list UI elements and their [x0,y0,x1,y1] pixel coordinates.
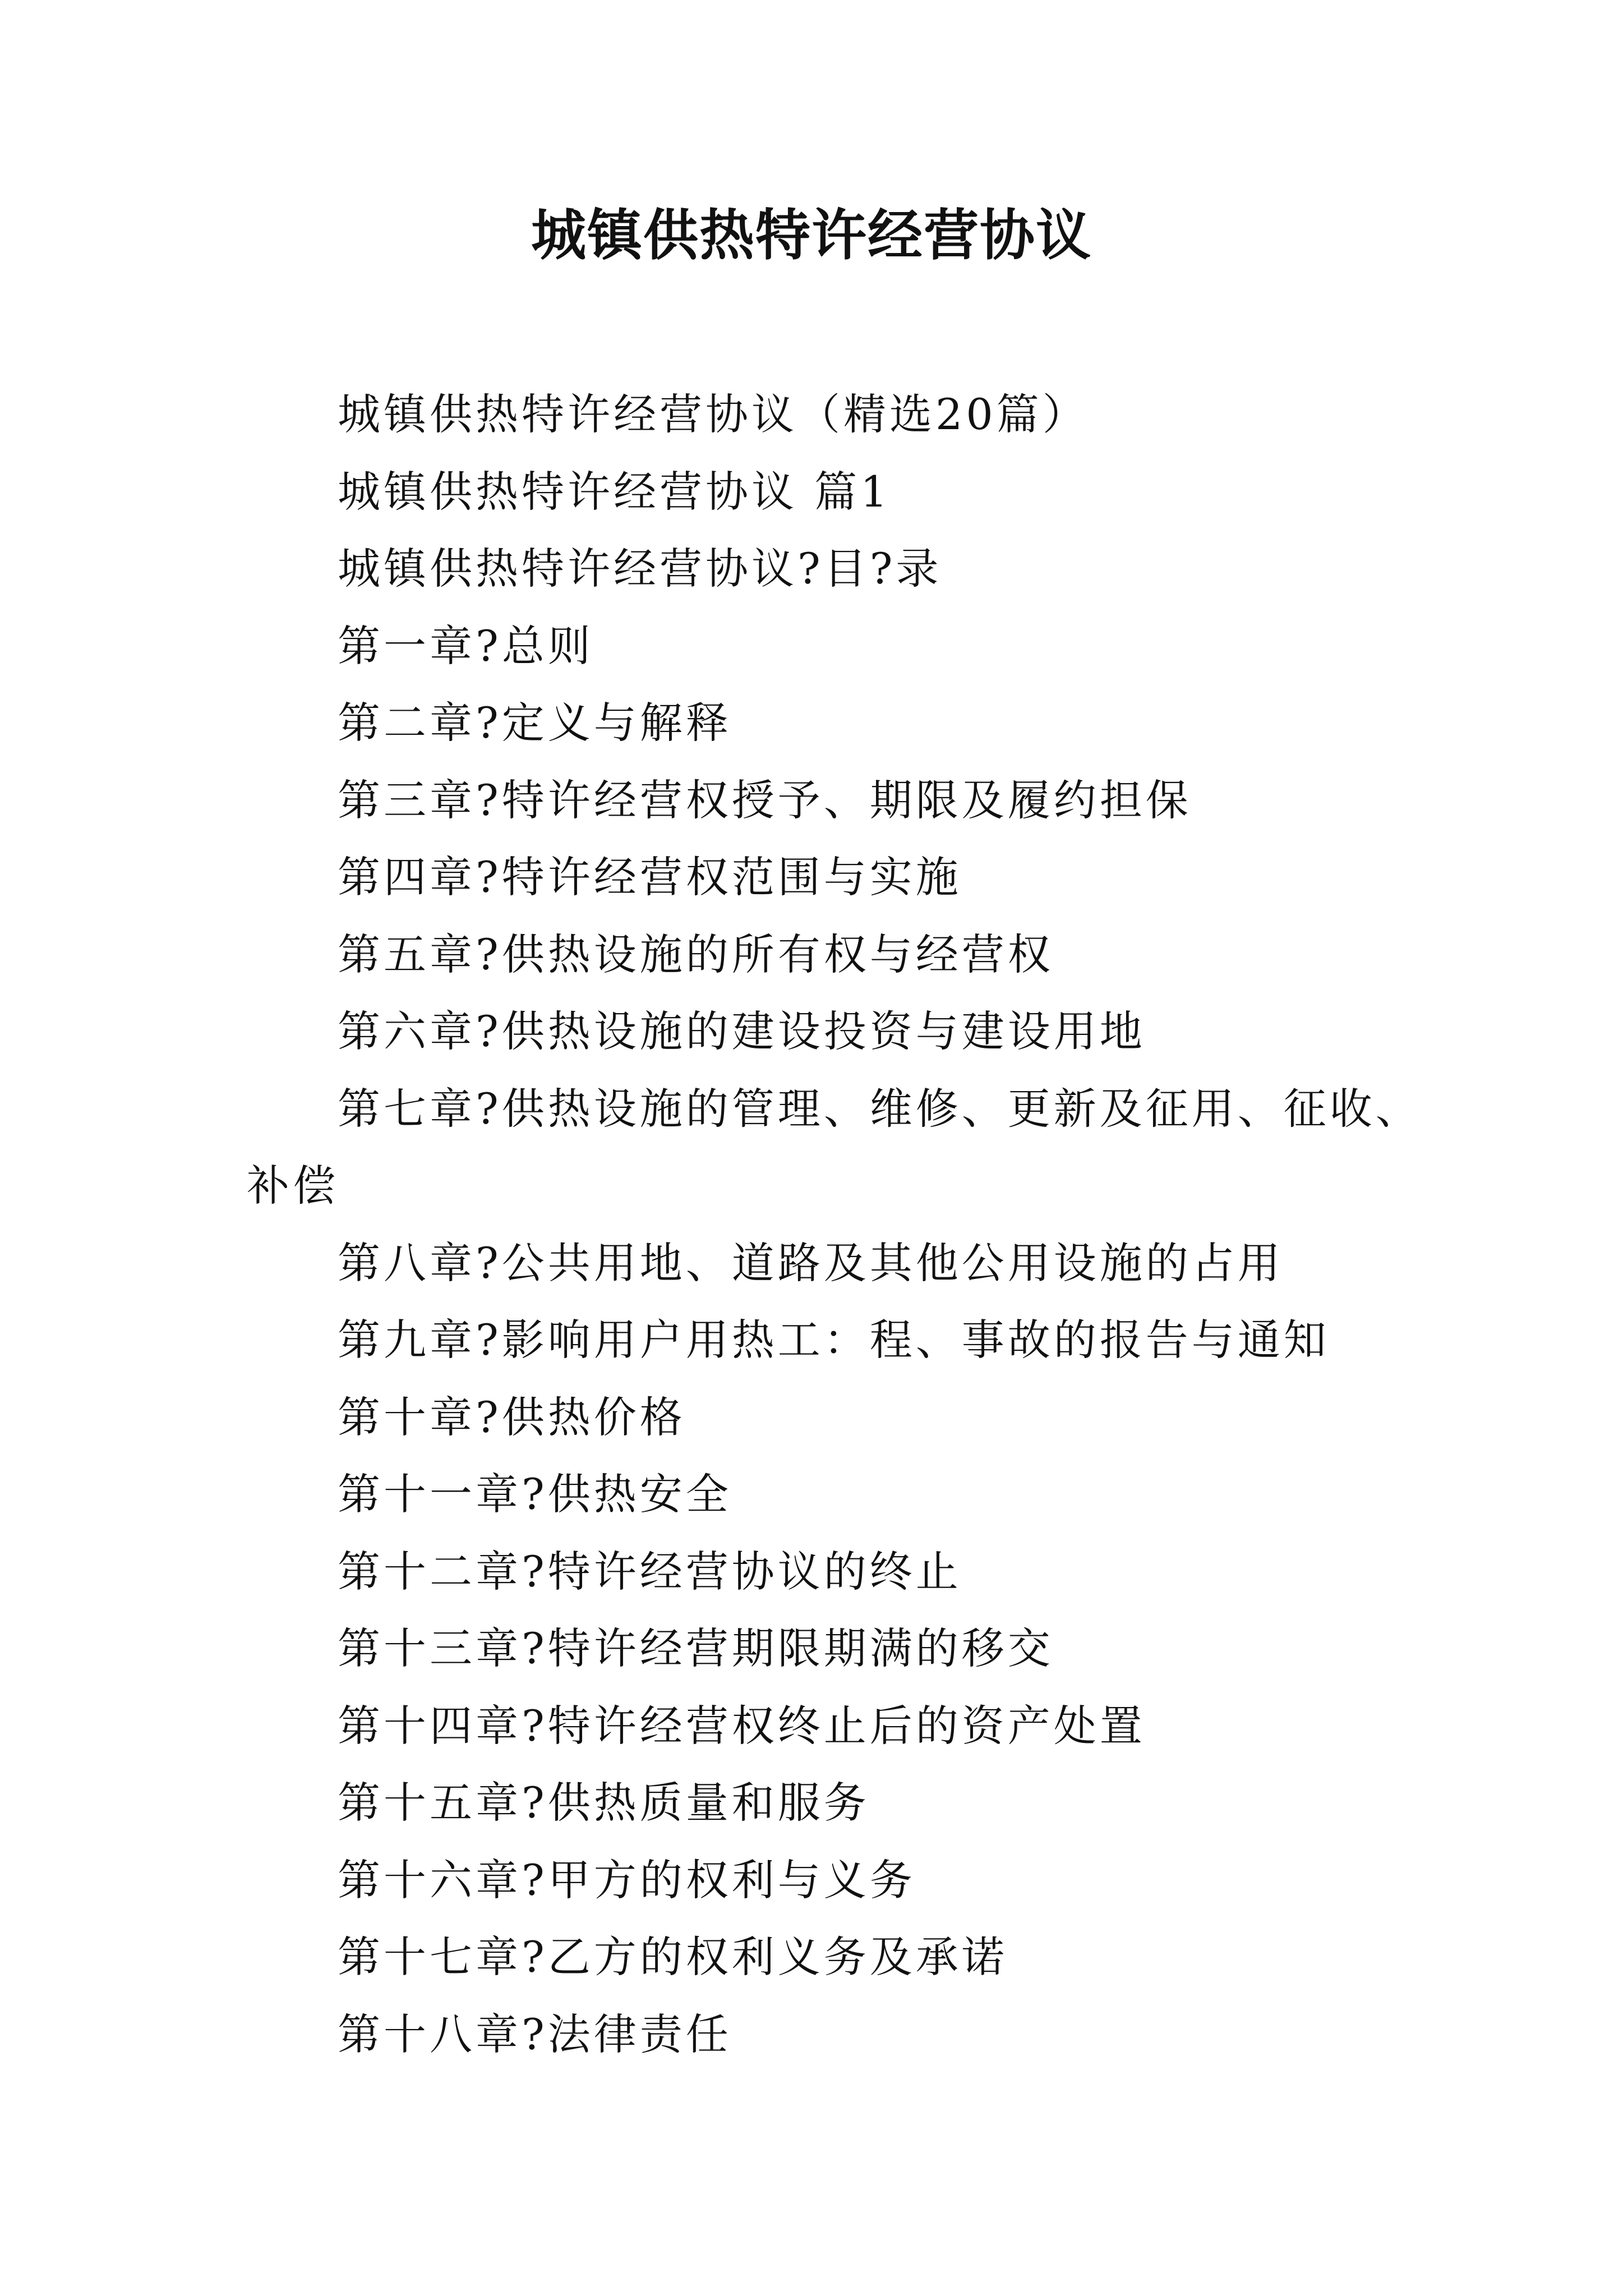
section-heading: 城镇供热特许经营协议 篇1 [338,466,891,517]
toc-item: 第七章?供热设施的管理、维修、更新及征用、征收、 [338,1083,1422,1134]
toc-item: 第三章?特许经营权授予、期限及履约担保 [338,775,1192,825]
toc-item: 第十章?供热价格 [338,1392,686,1442]
toc-item: 第十六章?甲方的权利与义务 [338,1855,916,1905]
toc-item: 第十七章?乙方的权利义务及承诺 [338,1932,1008,1982]
toc-item: 第六章?供热设施的建设投资与建设用地 [338,1006,1146,1056]
toc-item: 第二章?定义与解释 [338,698,732,748]
document-title: 城镇供热特许经营协议 [531,203,1092,268]
toc-item: 第八章?公共用地、道路及其他公用设施的占用 [338,1237,1284,1288]
toc-item: 第十五章?供热质量和服务 [338,1778,870,1828]
toc-item: 第十二章?特许经营协议的终止 [338,1546,962,1596]
toc-item-continuation: 补偿 [247,1161,339,1211]
toc-item: 第十八章?法律责任 [338,2009,732,2059]
toc-item: 第十一章?供热安全 [338,1469,732,1519]
toc-item: 第一章?总则 [338,620,594,671]
toc-item: 第九章?影响用户用热工：程、事故的报告与通知 [338,1315,1330,1365]
toc-item: 第十四章?特许经营权终止后的资产处置 [338,1700,1146,1751]
toc-item: 第五章?供热设施的所有权与经营权 [338,929,1054,979]
document-body [247,376,1422,2073]
subtitle-line: 城镇供热特许经营协议（精选20篇） [338,389,1089,439]
toc-item: 第四章?特许经营权范围与实施 [338,852,962,902]
toc-item: 第十三章?特许经营期限期满的移交 [338,1623,1054,1673]
toc-heading: 城镇供热特许经营协议?目?录 [338,544,942,593]
